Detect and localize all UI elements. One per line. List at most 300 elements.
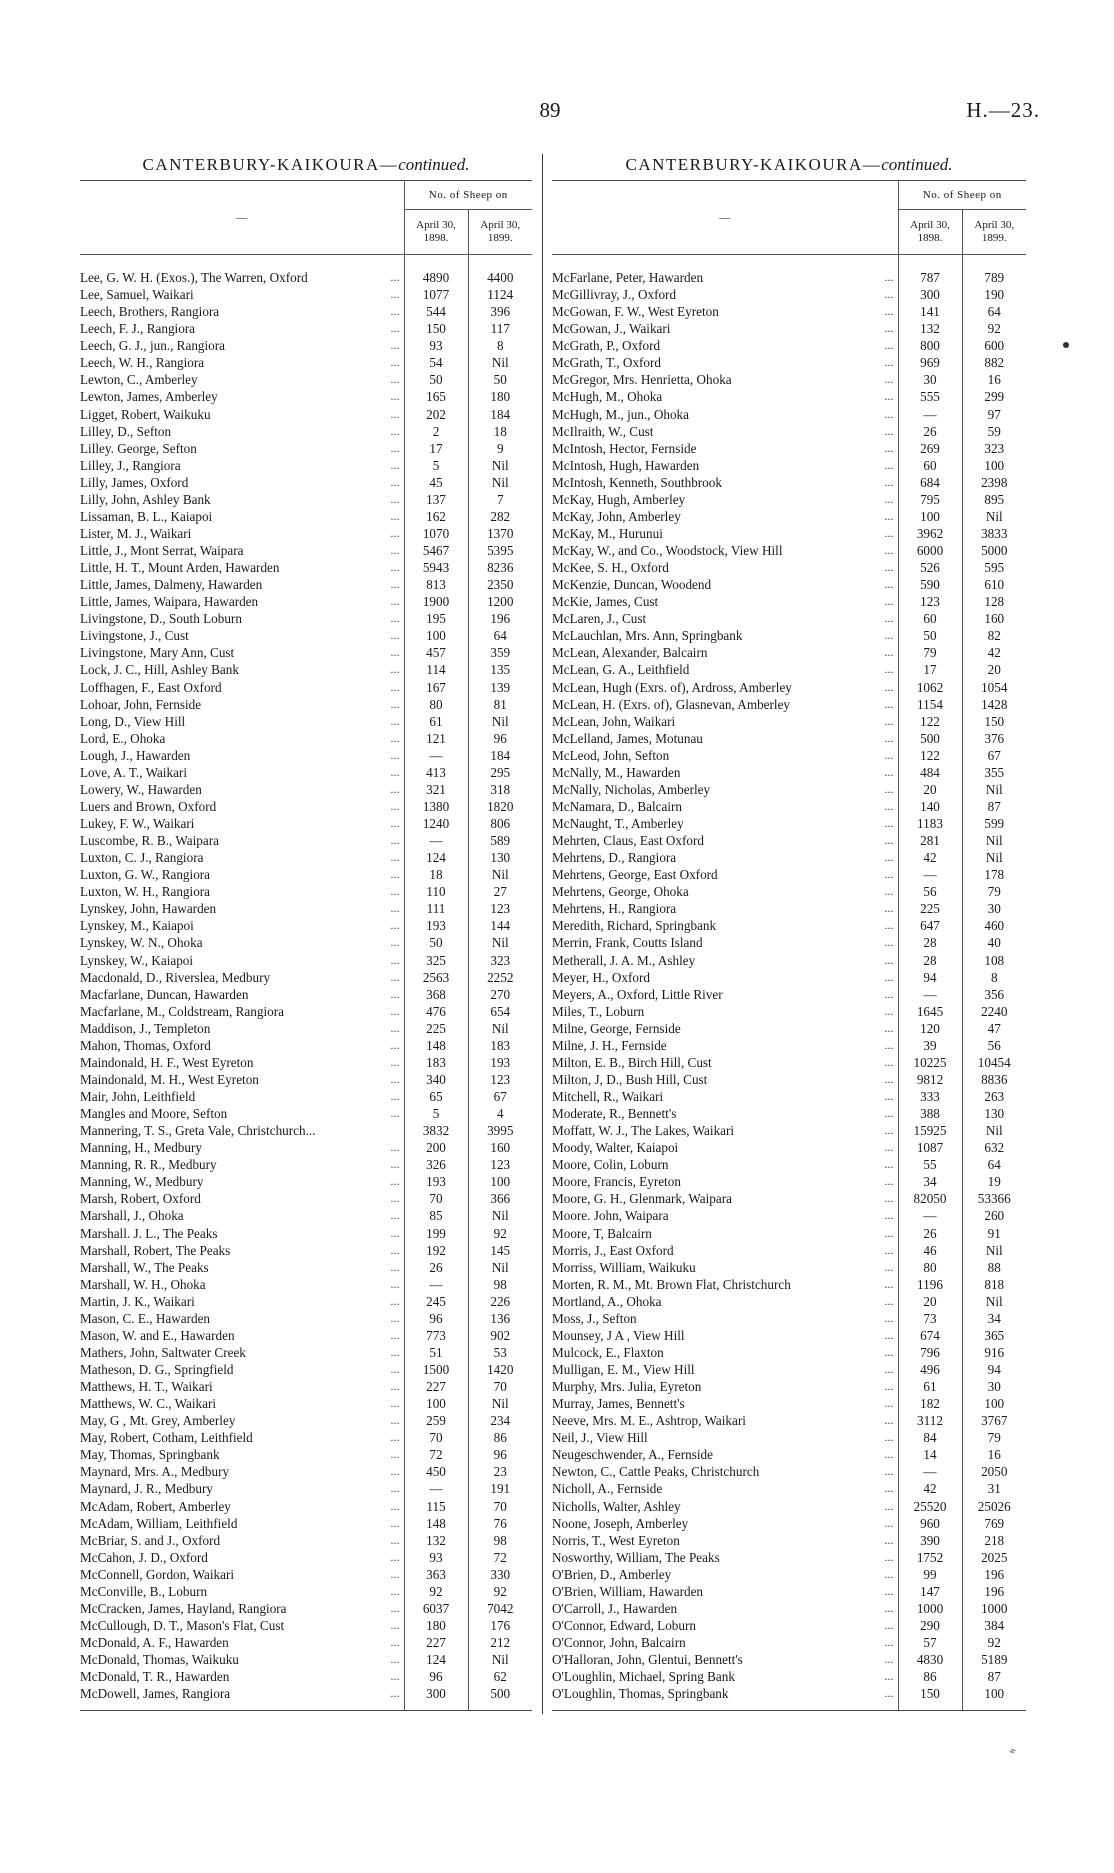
sheep-1898-cell: 167 bbox=[404, 679, 468, 696]
sheep-1898-cell: 15925 bbox=[898, 1122, 962, 1139]
owner-name-cell bbox=[552, 730, 898, 747]
owner-name-cell bbox=[552, 423, 898, 440]
dot-leader: ... bbox=[390, 525, 400, 540]
year-1899-header: April 30, 1899. bbox=[468, 210, 532, 255]
table-row bbox=[552, 1480, 1026, 1497]
sheep-1899-cell: 806 bbox=[490, 816, 511, 831]
sheep-1899-cell: 76 bbox=[493, 1515, 507, 1531]
sheep-1899-cell: 184 bbox=[490, 747, 511, 763]
dot-leader: ... bbox=[390, 1447, 400, 1462]
dot-leader: ... bbox=[390, 713, 400, 728]
dot-leader: ... bbox=[884, 389, 894, 404]
table-row bbox=[552, 542, 1026, 559]
owner-name: McNally, M., Hawarden bbox=[552, 764, 681, 780]
table-row bbox=[552, 1549, 1026, 1566]
dot-leader: ... bbox=[390, 1140, 400, 1155]
table-row bbox=[552, 303, 1026, 320]
owner-name: Lord, E., Ohoka bbox=[80, 730, 166, 746]
sheep-1899-cell: 196 bbox=[984, 1566, 1005, 1582]
dot-leader: ... bbox=[390, 611, 400, 626]
owner-name-cell bbox=[552, 354, 898, 371]
sheep-1899-cell: 16 bbox=[987, 372, 1001, 388]
table-row bbox=[80, 474, 532, 491]
sheep-1899-cell: 789 bbox=[984, 270, 1005, 285]
owner-name-cell bbox=[552, 781, 898, 798]
sheep-1899-cell: 86 bbox=[493, 1430, 507, 1446]
owner-name: McAdam, William, Leithfield bbox=[80, 1515, 238, 1531]
dot-leader: ... bbox=[884, 816, 894, 830]
sheep-1898-cell: — bbox=[898, 866, 962, 883]
owner-name-cell bbox=[80, 423, 404, 440]
table-row bbox=[80, 1600, 532, 1617]
table-row bbox=[552, 1600, 1026, 1617]
owner-name-cell bbox=[552, 1037, 898, 1054]
dot-leader: ... bbox=[390, 1617, 400, 1632]
table-row bbox=[552, 440, 1026, 457]
table-row bbox=[552, 354, 1026, 371]
owner-name-cell bbox=[80, 986, 404, 1003]
sheep-count-header: No. of Sheep on bbox=[404, 181, 532, 210]
table-row bbox=[552, 986, 1026, 1003]
owner-name-cell bbox=[80, 934, 404, 951]
owner-name-cell bbox=[80, 1139, 404, 1156]
sheep-1898-cell: 124 bbox=[404, 849, 468, 866]
sheep-1899-cell: Nil bbox=[491, 1396, 509, 1412]
owner-name-cell bbox=[552, 1020, 898, 1037]
owner-name-cell bbox=[552, 1600, 898, 1617]
dot-leader: ... bbox=[884, 1037, 894, 1052]
owner-name-cell bbox=[80, 1549, 404, 1566]
sheep-1898-cell: 28 bbox=[898, 952, 962, 969]
table-row bbox=[552, 559, 1026, 576]
sheep-1899-cell: 366 bbox=[490, 1191, 511, 1207]
sheep-1898-cell: 800 bbox=[898, 337, 962, 354]
sheep-1899-cell: Nil bbox=[491, 457, 509, 473]
owner-name-cell bbox=[552, 1480, 898, 1497]
table-row bbox=[552, 952, 1026, 969]
owner-name: Lynskey, W. N., Ohoka bbox=[80, 935, 203, 951]
sheep-1898-cell: — bbox=[898, 406, 962, 423]
table-row bbox=[80, 798, 532, 815]
table-row bbox=[80, 388, 532, 405]
sheep-1898-cell: 80 bbox=[404, 696, 468, 713]
owner-name: Livingstone, Mary Ann, Cust bbox=[80, 645, 235, 661]
table-row bbox=[552, 610, 1026, 627]
sheep-1899-cell: 70 bbox=[493, 1498, 507, 1514]
owner-name-cell bbox=[80, 1173, 404, 1190]
owner-name: Metherall, J. A. M., Ashley bbox=[552, 952, 696, 968]
owner-name: Maynard, J. R., Medbury bbox=[80, 1481, 213, 1497]
owner-name: McHugh, M., Ohoka bbox=[552, 389, 663, 405]
owner-name: McDowell, James, Rangiora bbox=[80, 1686, 231, 1702]
sheep-1898-cell: 300 bbox=[404, 1685, 468, 1702]
owner-name: McHugh, M., jun., Ohoka bbox=[552, 406, 689, 422]
sheep-1898-cell: 450 bbox=[404, 1463, 468, 1480]
sheep-1898-cell: 93 bbox=[404, 337, 468, 354]
right-section-title: CANTERBURY-KAIKOURA—continued. bbox=[625, 155, 953, 174]
owner-name: O'Brien, William, Hawarden bbox=[552, 1583, 704, 1599]
sheep-1899-cell: 2350 bbox=[487, 577, 514, 593]
owner-name-cell bbox=[80, 1378, 404, 1395]
sheep-1899-cell: 260 bbox=[984, 1208, 1005, 1224]
sheep-1899-cell: 53366 bbox=[977, 1191, 1011, 1207]
dot-leader: ... bbox=[390, 850, 400, 865]
sheep-1898-cell: 5467 bbox=[404, 542, 468, 559]
sheep-1899-cell: 384 bbox=[984, 1617, 1005, 1633]
sheep-1899-cell: 160 bbox=[984, 611, 1005, 627]
sheep-1899-cell: 9 bbox=[496, 440, 504, 456]
sheep-1898-cell: 526 bbox=[898, 559, 962, 576]
table-row bbox=[552, 1310, 1026, 1327]
table-row bbox=[552, 883, 1026, 900]
owner-name: Marshall, Robert, The Peaks bbox=[80, 1242, 231, 1258]
table-row bbox=[552, 388, 1026, 405]
dot-leader: ... bbox=[390, 798, 400, 813]
dot-leader: ... bbox=[390, 1225, 400, 1240]
sheep-1899-cell: 4400 bbox=[487, 270, 514, 285]
table-row bbox=[552, 1617, 1026, 1634]
dot-leader: ... bbox=[884, 935, 894, 950]
owner-name-cell bbox=[80, 1412, 404, 1429]
owner-name-cell bbox=[552, 1003, 898, 1020]
dot-leader: ... bbox=[884, 491, 894, 506]
sheep-1899-cell: 135 bbox=[490, 662, 511, 678]
owner-name: Macdonald, D., Riverslea, Medbury bbox=[80, 969, 271, 985]
sheep-1898-cell: 969 bbox=[898, 354, 962, 371]
sheep-1898-cell: 5943 bbox=[404, 559, 468, 576]
dot-leader: ... bbox=[390, 679, 400, 694]
sheep-1899-cell: Nil bbox=[491, 1259, 509, 1275]
owner-name-cell bbox=[80, 764, 404, 781]
dot-leader: ... bbox=[390, 730, 400, 745]
sheep-1898-cell: 99 bbox=[898, 1566, 962, 1583]
dot-leader: ... bbox=[884, 1003, 894, 1018]
sheep-1898-cell: 79 bbox=[898, 644, 962, 661]
owner-name: Mehrtens, George, East Oxford bbox=[552, 867, 718, 883]
table-row bbox=[552, 1651, 1026, 1668]
sheep-1898-cell: 500 bbox=[898, 730, 962, 747]
dot-leader: ... bbox=[390, 1020, 400, 1035]
sheep-1898-cell: 1000 bbox=[898, 1600, 962, 1617]
sheep-1898-cell: 17 bbox=[898, 661, 962, 678]
sheep-1899-cell: 8 bbox=[990, 969, 998, 985]
sheep-1898-cell: — bbox=[404, 1480, 468, 1497]
sheep-1898-cell: 25520 bbox=[898, 1498, 962, 1515]
sheep-1898-cell: 61 bbox=[404, 713, 468, 730]
sheep-1899-cell: Nil bbox=[985, 781, 1003, 797]
sheep-1898-cell: 45 bbox=[404, 474, 468, 491]
dot-leader: ... bbox=[884, 1191, 894, 1206]
owner-name: Marshall, J., Ohoka bbox=[80, 1208, 184, 1224]
owner-name-cell bbox=[80, 457, 404, 474]
sheep-1899-cell: 1124 bbox=[487, 287, 514, 303]
sheep-1898-cell: 6037 bbox=[404, 1600, 468, 1617]
sheep-1898-cell: 60 bbox=[898, 457, 962, 474]
owner-name: Moore, G. H., Glenmark, Waipara bbox=[552, 1191, 732, 1207]
table-row bbox=[552, 525, 1026, 542]
sheep-1898-cell: 544 bbox=[404, 303, 468, 320]
dot-leader: ... bbox=[884, 952, 894, 967]
sheep-1898-cell: 96 bbox=[404, 1668, 468, 1685]
sheep-1898-cell: 150 bbox=[898, 1685, 962, 1702]
table-row bbox=[80, 1310, 532, 1327]
dot-leader: ... bbox=[390, 1379, 400, 1394]
owner-name-cell bbox=[552, 934, 898, 951]
owner-name-cell bbox=[80, 644, 404, 661]
table-row bbox=[552, 969, 1026, 986]
sheep-1898-cell: 122 bbox=[898, 747, 962, 764]
table-row bbox=[80, 1361, 532, 1378]
owner-name-cell bbox=[80, 815, 404, 832]
table-row bbox=[552, 1463, 1026, 1480]
sheep-1898-cell: 1062 bbox=[898, 679, 962, 696]
owner-name-cell bbox=[552, 883, 898, 900]
sheep-1899-cell: 139 bbox=[490, 679, 511, 695]
table-row bbox=[80, 969, 532, 986]
sheep-1898-cell: 150 bbox=[404, 320, 468, 337]
sheep-1899-cell: 460 bbox=[984, 918, 1005, 934]
owner-name: McKay, Hugh, Amberley bbox=[552, 491, 686, 507]
sheep-1898-cell: 3962 bbox=[898, 525, 962, 542]
owner-name-cell bbox=[80, 849, 404, 866]
owner-name: Lilley. George, Sefton bbox=[80, 440, 197, 456]
dot-leader: ... bbox=[884, 833, 894, 848]
sheep-1898-cell: 70 bbox=[404, 1190, 468, 1207]
sheep-1898-cell: — bbox=[898, 1207, 962, 1224]
sheep-1899-cell: Nil bbox=[491, 867, 509, 883]
dot-leader: ... bbox=[390, 1191, 400, 1206]
sheep-1898-cell: 484 bbox=[898, 764, 962, 781]
sheep-1899-cell: 160 bbox=[490, 1140, 511, 1156]
dot-leader: ... bbox=[390, 1242, 400, 1257]
sheep-1899-cell: 100 bbox=[490, 1174, 511, 1190]
dot-leader: ... bbox=[884, 560, 894, 575]
owner-name: Lukey, F. W., Waikari bbox=[80, 816, 195, 831]
owner-name: Mahon, Thomas, Oxford bbox=[80, 1037, 211, 1053]
sheep-1899-cell: Nil bbox=[985, 508, 1003, 524]
owner-name: Norris, T., West Eyreton bbox=[552, 1532, 680, 1548]
owner-name-cell bbox=[80, 679, 404, 696]
sheep-1899-cell: 3995 bbox=[487, 1123, 514, 1139]
table-row bbox=[552, 934, 1026, 951]
dot-leader: ... bbox=[884, 850, 894, 865]
table-row bbox=[80, 1429, 532, 1446]
dot-leader: ... bbox=[884, 1123, 894, 1138]
table-row bbox=[552, 1088, 1026, 1105]
table-row bbox=[552, 1532, 1026, 1549]
owner-name-cell bbox=[552, 1685, 898, 1702]
table-row bbox=[80, 713, 532, 730]
sheep-1899-cell: 130 bbox=[984, 1106, 1005, 1122]
table-row bbox=[552, 900, 1026, 917]
owner-name: McDonald, A. F., Hawarden bbox=[80, 1635, 229, 1650]
table-row bbox=[80, 934, 532, 951]
table-row bbox=[80, 644, 532, 661]
sheep-1898-cell: 123 bbox=[898, 593, 962, 610]
table-row bbox=[552, 1668, 1026, 1685]
owner-name-cell bbox=[80, 713, 404, 730]
dot-leader: ... bbox=[390, 508, 400, 523]
table-row bbox=[552, 1139, 1026, 1156]
owner-name-cell bbox=[80, 1156, 404, 1173]
dot-leader: ... bbox=[884, 508, 894, 523]
table-row bbox=[552, 781, 1026, 798]
dot-leader: ... bbox=[390, 406, 400, 421]
dot-leader: ... bbox=[390, 1276, 400, 1291]
sheep-1899-cell: 212 bbox=[490, 1635, 511, 1650]
sheep-1899-cell: 87 bbox=[987, 798, 1001, 814]
owner-name: Moore. John, Waipara bbox=[552, 1208, 669, 1224]
dot-leader: ... bbox=[390, 1686, 400, 1701]
dot-leader: ... bbox=[390, 1037, 400, 1052]
sheep-1899-cell: Nil bbox=[985, 1293, 1003, 1309]
owner-name-cell bbox=[80, 1395, 404, 1412]
owner-name: Lissaman, B. L., Kaiapoi bbox=[80, 508, 213, 524]
table-row bbox=[552, 798, 1026, 815]
owner-name: Lynskey, M., Kaiapoi bbox=[80, 918, 194, 934]
owner-name-cell bbox=[552, 337, 898, 354]
dot-leader: ... bbox=[884, 1208, 894, 1223]
sheep-1899-cell: 5189 bbox=[981, 1652, 1008, 1668]
sheep-1899-cell: 123 bbox=[490, 901, 511, 917]
owner-name: McNaught, T., Amberley bbox=[552, 816, 684, 831]
dot-leader: ... bbox=[390, 1327, 400, 1342]
sheep-1899-cell: 299 bbox=[984, 389, 1005, 405]
table-row bbox=[80, 1412, 532, 1429]
owner-name-cell bbox=[80, 1020, 404, 1037]
dot-leader: ... bbox=[390, 662, 400, 677]
sheep-1899-cell: Nil bbox=[491, 935, 509, 951]
table-row bbox=[552, 815, 1026, 832]
sheep-1899-cell: 30 bbox=[987, 901, 1001, 917]
table-row bbox=[80, 883, 532, 900]
sheep-1899-cell: 92 bbox=[493, 1225, 507, 1241]
owner-name-cell bbox=[80, 320, 404, 337]
owner-name: Meredith, Richard, Springbank bbox=[552, 918, 717, 934]
owner-name-cell bbox=[80, 1634, 404, 1651]
owner-name-cell bbox=[552, 525, 898, 542]
sheep-1899-cell: 323 bbox=[984, 440, 1005, 456]
table-row bbox=[80, 320, 532, 337]
dot-leader: ... bbox=[884, 1140, 894, 1155]
sheep-1898-cell: 4890 bbox=[404, 269, 468, 286]
dot-leader: ... bbox=[390, 1669, 400, 1684]
owner-name: Manning, H., Medbury bbox=[80, 1140, 202, 1156]
sheep-1899-cell: 79 bbox=[987, 1430, 1001, 1446]
owner-name: Little, James, Dalmeny, Hawarden bbox=[80, 577, 263, 593]
owner-name-cell bbox=[552, 406, 898, 423]
sheep-1898-cell: 5 bbox=[404, 457, 468, 474]
table-row bbox=[80, 1549, 532, 1566]
owner-name: Neugeschwender, A., Fernside bbox=[552, 1447, 713, 1463]
owner-name-cell bbox=[80, 1685, 404, 1702]
sheep-1899-cell: 47 bbox=[987, 1020, 1001, 1036]
owner-name: Marsh, Robert, Oxford bbox=[80, 1191, 201, 1207]
sheep-1899-cell: 902 bbox=[490, 1327, 511, 1343]
owner-name: McGowan, F. W., West Eyreton bbox=[552, 304, 719, 320]
sheep-1898-cell: 813 bbox=[404, 576, 468, 593]
sheep-1899-cell: 356 bbox=[984, 986, 1005, 1002]
sheep-1898-cell: 200 bbox=[404, 1139, 468, 1156]
dot-leader: ... bbox=[884, 1396, 894, 1411]
sheep-1899-cell: 42 bbox=[987, 645, 1001, 661]
owner-name-cell bbox=[552, 1139, 898, 1156]
table-row bbox=[80, 286, 532, 303]
sheep-1898-cell: 182 bbox=[898, 1395, 962, 1412]
table-row bbox=[552, 1498, 1026, 1515]
sheep-1898-cell: 148 bbox=[404, 1515, 468, 1532]
dot-leader: ... bbox=[884, 1669, 894, 1684]
sheep-1898-cell: 363 bbox=[404, 1566, 468, 1583]
owner-name: Maddison, J., Templeton bbox=[80, 1020, 211, 1036]
owner-name: McGregor, Mrs. Henrietta, Ohoka bbox=[552, 372, 732, 388]
owner-name-cell bbox=[80, 1498, 404, 1515]
sheep-1898-cell: 333 bbox=[898, 1088, 962, 1105]
owner-name: Long, D., View Hill bbox=[80, 713, 186, 729]
table-row bbox=[552, 1122, 1026, 1139]
sheep-1898-cell: 96 bbox=[404, 1310, 468, 1327]
table-row bbox=[552, 1293, 1026, 1310]
owner-name: Moore, Francis, Eyreton bbox=[552, 1174, 681, 1190]
dot-leader: ... bbox=[884, 1413, 894, 1428]
table-row bbox=[80, 764, 532, 781]
table-row bbox=[552, 713, 1026, 730]
owner-name-cell bbox=[552, 747, 898, 764]
owner-name-cell bbox=[552, 542, 898, 559]
owner-name: Little, H. T., Mount Arden, Hawarden bbox=[80, 560, 280, 576]
owner-name-cell bbox=[552, 1429, 898, 1446]
owner-name-cell bbox=[80, 474, 404, 491]
owner-name: Love, A. T., Waikari bbox=[80, 764, 187, 780]
sheep-1899-cell: 23 bbox=[493, 1464, 507, 1480]
sheep-1898-cell: 20 bbox=[898, 1293, 962, 1310]
table-row bbox=[552, 644, 1026, 661]
owner-name: Luxton, G. W., Rangiora bbox=[80, 867, 211, 883]
sheep-1898-cell: 56 bbox=[898, 883, 962, 900]
owner-name: Murphy, Mrs. Julia, Eyreton bbox=[552, 1379, 702, 1395]
sheep-1898-cell: 6000 bbox=[898, 542, 962, 559]
owner-name-cell bbox=[552, 1412, 898, 1429]
owner-name: Lock, J. C., Hill, Ashley Bank bbox=[80, 662, 239, 678]
sheep-1899-cell: 82 bbox=[987, 628, 1001, 644]
table-row bbox=[80, 815, 532, 832]
owner-name: Matthews, H. T., Waikari bbox=[80, 1379, 213, 1395]
table-row bbox=[552, 1259, 1026, 1276]
sheep-1899-cell: 92 bbox=[987, 321, 1001, 337]
sheep-1898-cell: 55 bbox=[898, 1156, 962, 1173]
owner-name-cell bbox=[552, 969, 898, 986]
dot-leader: ... bbox=[884, 1293, 894, 1308]
sheep-1898-cell: 80 bbox=[898, 1259, 962, 1276]
owner-name: Lee, G. W. H. (Exos.), The Warren, Oxford bbox=[80, 270, 308, 285]
sheep-1898-cell: 57 bbox=[898, 1634, 962, 1651]
sheep-1899-cell: 70 bbox=[493, 1379, 507, 1395]
owner-name-cell bbox=[80, 1207, 404, 1224]
sheep-1899-cell: 180 bbox=[490, 389, 511, 405]
sheep-1898-cell: 1752 bbox=[898, 1549, 962, 1566]
sheep-1899-cell: 5395 bbox=[487, 543, 514, 558]
owner-name: O'Connor, Edward, Loburn bbox=[552, 1617, 696, 1633]
table-row bbox=[80, 696, 532, 713]
table-row bbox=[80, 371, 532, 388]
sheep-1898-cell: 100 bbox=[404, 627, 468, 644]
sheep-1898-cell: 1196 bbox=[898, 1276, 962, 1293]
dot-leader: ... bbox=[884, 287, 894, 302]
owner-name-cell bbox=[552, 1088, 898, 1105]
dot-leader: ... bbox=[884, 577, 894, 592]
owner-name-cell bbox=[552, 1122, 898, 1139]
table-row bbox=[552, 269, 1026, 286]
